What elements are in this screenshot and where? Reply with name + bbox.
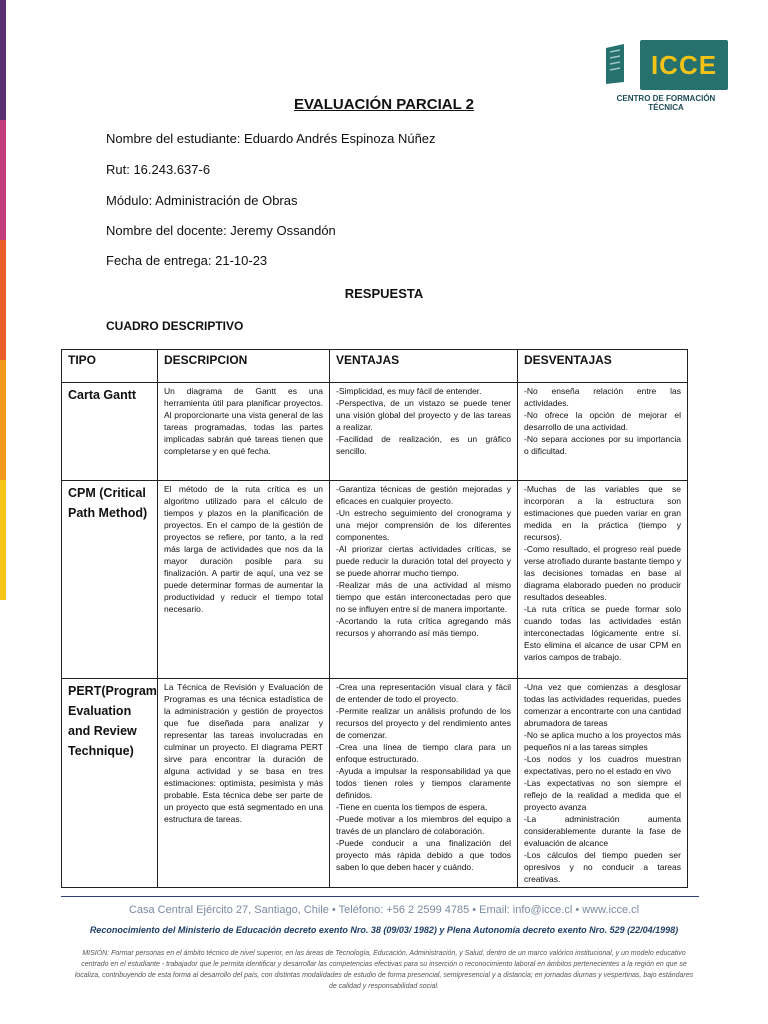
cell-descripcion: La Técnica de Revisión y Evaluación de Programas es una técnica estadística de la administración y gestión de proyectos que fue diseñada para analizar y representar las tareas involucradas en culminar un proyecto. El diagrama PERT sirve para encontrar la duración de alguna actividad y se basa en tres estimaciones: optimista, pesimista y más probable. Esta técnica debe ser parte de un proyecto que está segmentado en una estructura de tareas. bbox=[158, 679, 330, 888]
cell-descripcion: Un diagrama de Gantt es una herramienta útil para planificar proyectos. Al proporcionarte una vista general de las tareas programadas, todas las partes implicadas sabrán qué tareas tienen que completarse y en qué fecha. bbox=[158, 383, 330, 481]
teacher-name: Nombre del docente: Jeremy Ossandón bbox=[106, 223, 336, 238]
logo-box bbox=[640, 40, 728, 90]
desventaja-item: -Los nodos y los cuadros muestran expectativas, pero no el estado en vivo bbox=[524, 754, 681, 776]
footer-divider bbox=[61, 896, 699, 897]
cell-ventajas bbox=[330, 679, 518, 888]
table-row bbox=[62, 679, 688, 888]
side-stripe-yellow bbox=[0, 480, 6, 600]
logo-subtitle: CENTRO DE FORMACIÓN TÉCNICA bbox=[616, 94, 716, 112]
ventaja-item: -Tiene en cuenta los tiempos de espera. bbox=[336, 802, 488, 812]
desventaja-item: -No ofrece la opción de mejorar el desarrollo de una actividad. bbox=[524, 410, 681, 432]
desventaja-item: -La administración aumenta considerablemente durante la fase de evaluación de alcance bbox=[524, 814, 681, 848]
header-tipo: TIPO bbox=[62, 350, 158, 383]
table-row bbox=[62, 481, 688, 679]
table-caption: CUADRO DESCRIPTIVO bbox=[106, 319, 244, 333]
ventaja-item: -Permite realizar un análisis profundo de los recursos del proyecto y del rendimiento antes de comenzar. bbox=[336, 706, 511, 740]
side-stripe-amber bbox=[0, 360, 6, 480]
module-name: Módulo: Administración de Obras bbox=[106, 193, 298, 208]
ventaja-item: -Acortando la ruta crítica agregando más recursos y ahorrando así más tiempo. bbox=[336, 616, 511, 638]
ventaja-item: -Facilidad de realización, es un gráfico sencillo. bbox=[336, 434, 511, 456]
ventaja-item: -Puede conducir a una finalización del proyecto más rápida debido a que todos saben lo que deben hacer y cuándo. bbox=[336, 838, 511, 872]
ventaja-item: -Puede motivar a los miembros del equipo a través de un planclaro de colaboración. bbox=[336, 814, 511, 836]
table-row bbox=[62, 383, 688, 481]
ventaja-item: -Un estrecho seguimiento del cronograma y una mejor comprensión de los diferentes componentes. bbox=[336, 508, 511, 542]
cell-descripcion: El método de la ruta crítica es un algoritmo utilizado para el cálculo de tiempos y plazos en la planificación de proyectos. En el campo de la gestión de proyectos se refiere, por tanto, a la red más larga de actividades que nos da la mayor duración posible para su finalización. A partir de aquí, una vez se puede determinar formas de aumentar la productividad y reducir el tiempo total necesario. bbox=[158, 481, 330, 679]
student-rut: Rut: 16.243.637-6 bbox=[106, 162, 211, 177]
desventaja-item: -No enseña relación entre las actividades. bbox=[524, 386, 681, 408]
desventaja-item: -No se aplica mucho a los proyectos más pequeños ni a las tareas simples bbox=[524, 730, 681, 752]
footer-mission: MISIÓN: Formar personas en el ámbito técnico de nivel superior, en las áreas de Tecnología, Educación, Administración, y Salud, dentro de un marco valórico institucional, y un modelo educativo centrado en el estudiante - trabajador que le permita identificar y desarrollar las competencias efectivas para su inserción o reconocimiento laboral en ámbitos pertenecientes a la región en que se localiza, contribuyendo de esta forma al desarrollo del país, con distintas modalidades de estudio de forma presencial, semipresencial y a distancia; en jornadas diurnas y vespertinas, bajo estándares de calidad y responsabilidad social. bbox=[74, 950, 694, 990]
ventaja-item: -Ayuda a impulsar la responsabilidad ya que todos tienen roles y tiempos claramente definidos. bbox=[336, 766, 511, 800]
footer-recognition: Reconocimiento del Ministerio de Educación decreto exento Nro. 38 (09/03/ 1982) y Plena Autonomía decreto exento Nro. 529 (22/04/1998) bbox=[89, 925, 679, 935]
cell-desventajas bbox=[518, 679, 688, 888]
cell-tipo: PERT(Program Evaluation and Review Technique) bbox=[62, 679, 158, 888]
header-ventajas: VENTAJAS bbox=[330, 350, 518, 383]
ventaja-item: -Realizar más de una actividad al mismo tiempo que están interconectadas pero que no se influyen entre sí de manera importante. bbox=[336, 580, 511, 614]
desventaja-item: -Como resultado, el progreso real puede verse atrofiado durante bastante tiempo y las decisiones tomadas en base al diagrama elaborado pueden no producir resultados deseables. bbox=[524, 544, 681, 602]
header-descripcion: DESCRIPCION bbox=[158, 350, 330, 383]
cell-ventajas bbox=[330, 481, 518, 679]
desventaja-item: -La ruta crítica se puede formar solo cuando todas las actividades están interconectadas lógicamente entre sí. Esto elimina el alcance de usar CPM en varios campos de trabajo. bbox=[524, 604, 681, 662]
cell-desventajas bbox=[518, 481, 688, 679]
desventaja-item: -Los cálculos del tiempo pueden ser opresivos y no conducir a tareas creativas. bbox=[524, 850, 681, 884]
cell-tipo: Carta Gantt bbox=[62, 383, 158, 481]
delivery-date: Fecha de entrega: 21-10-23 bbox=[106, 253, 268, 268]
ventaja-item: -Al priorizar ciertas actividades críticas, se puede reducir la duración total del proyecto y se puede ahorrar mucho tiempo. bbox=[336, 544, 511, 578]
desventaja-item: -No separa acciones por su importancia o dificultad. bbox=[524, 434, 681, 456]
ventaja-item: -Crea una representación visual clara y fácil de entender de todo el proyecto. bbox=[336, 682, 511, 704]
footer-address: Casa Central Ejército 27, Santiago, Chile • Teléfono: +56 2 2599 4785 • Email: info@icce.cl • www.icce.cl bbox=[128, 904, 640, 916]
ventaja-item: -Garantiza técnicas de gestión mejoradas y eficaces en cualquier proyecto. bbox=[336, 484, 511, 506]
ventaja-item: -Simplicidad, es muy fácil de entender. bbox=[336, 386, 482, 396]
desventaja-item: -Las expectativas no son siempre el reflejo de la realidad a medida que el proyecto avanza bbox=[524, 778, 681, 812]
desventaja-item: -Muchas de las variables que se incorporan a la estructura son estimaciones que pueden variar en gran medida en la práctica (tiempo y recursos). bbox=[524, 484, 681, 542]
student-name: Nombre del estudiante: Eduardo Andrés Espinoza Núñez bbox=[106, 131, 436, 146]
page-title: EVALUACIÓN PARCIAL 2 bbox=[293, 96, 474, 113]
table-header-row bbox=[62, 350, 688, 383]
header-desventajas: DESVENTAJAS bbox=[518, 350, 688, 383]
ventaja-item: -Crea una línea de tiempo clara para un enfoque estructurado. bbox=[336, 742, 511, 764]
section-heading: RESPUESTA bbox=[344, 286, 424, 301]
cell-ventajas bbox=[330, 383, 518, 481]
cell-desventajas bbox=[518, 383, 688, 481]
logo-brand: ICCE bbox=[650, 49, 718, 80]
ventaja-item: -Perspectiva, de un vistazo se puede tener una visión global del proyecto y de las tareas a realizar. bbox=[336, 398, 511, 432]
desventaja-item: -Una vez que comienzas a desglosar todas las actividades requeridas, puedes comenzar a encontrarte con una cantidad abrumadora de tareas bbox=[524, 682, 681, 728]
comparison-table bbox=[61, 349, 688, 888]
cell-tipo: CPM (Critical Path Method) bbox=[62, 481, 158, 679]
side-stripe-magenta bbox=[0, 120, 6, 240]
